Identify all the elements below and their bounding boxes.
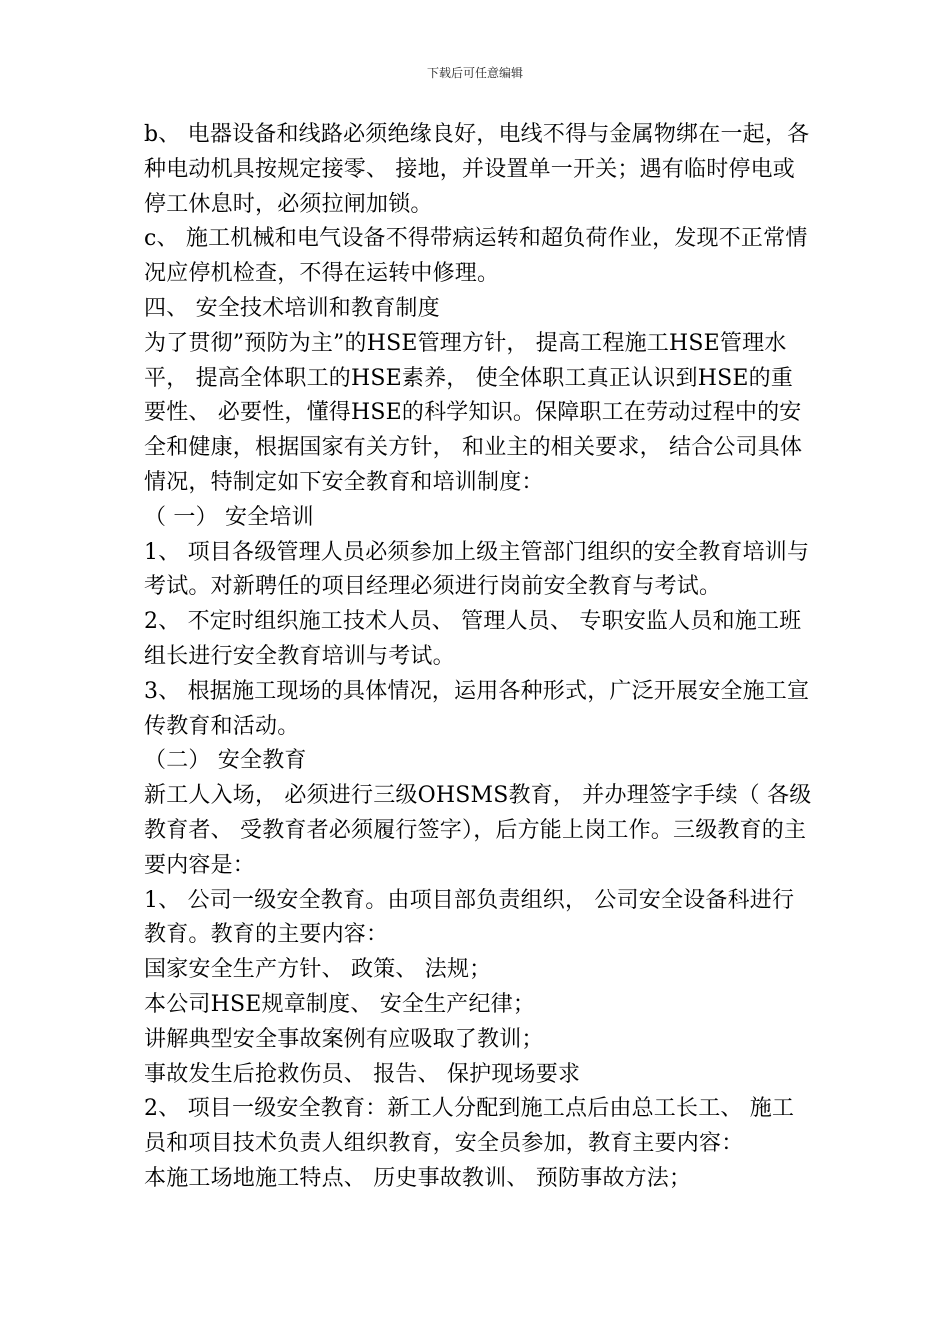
subheading-safety-education: （二） 安全教育 <box>144 748 307 774</box>
section-heading-training: 四、 安全技术培训和教育制度 <box>144 295 440 321</box>
content-line-rules: 本公司HSE规章制度、 安全生产纪律； <box>144 991 536 1017</box>
list-item-training-3: 3、 根据施工现场的具体情况，运用各种形式，广泛开展安全施工宣传教育和活动。 <box>144 678 810 739</box>
list-item-training-2: 2、 不定时组织施工技术人员、 管理人员、 专职安监人员和施工班组长进行安全教育培训与考试。 <box>144 609 802 669</box>
list-item-education-2: 2、 项目一级安全教育：新工人分配到施工点后由总工长工、 施工员和项目技术负责人组织教育，安全员参加，教育主要内容： <box>144 1096 795 1157</box>
paragraph-c-machinery: c、 施工机械和电气设备不得带病运转和超负荷作业，发现不正常情况应停机检查，不得在运转中修理。 <box>144 226 808 287</box>
content-line-site-features: 本施工场地施工特点、 历史事故教训、 预防事故方法； <box>144 1165 692 1191</box>
list-item-education-1: 1、 公司一级安全教育。由项目部负责组织， 公司安全设备科进行教育。教育的主要内容： <box>144 887 795 948</box>
content-line-policy: 国家安全生产方针、 政策、 法规； <box>144 957 492 983</box>
paragraph-three-level-education: 新工人入场， 必须进行三级OHSMS教育， 并办理签字手续（ 各级教育者、 受教育者必须履行签字），后方能上岗工作。三级教育的主要内容是： <box>144 783 812 878</box>
list-item-training-1: 1、 项目各级管理人员必须参加上级主管部门组织的安全教育培训与考试。对新聘任的项目经理必须进行岗前安全教育与考试。 <box>144 539 810 600</box>
document-body <box>144 118 812 1197</box>
paragraph-intro: 为了贯彻”预防为主”的HSE管理方针， 提高工程施工HSE管理水平， 提高全体职工的HSE素养， 使全体职工真正认识到HSE的重要性、 必要性，懂得HSE的科学知识。保障职工在劳动过程中的安全和健康，根据国家有关方针， 和业主的相关要求， 结合公司具体情况，特制定如下安全教育和培训制度： <box>144 330 803 495</box>
content-line-rescue: 事故发生后抢救伤员、 报告、 保护现场要求 <box>144 1061 581 1087</box>
paragraph-b-electrical: b、 电器设备和线路必须绝缘良好，电线不得与金属物绑在一起，各种电动机具按规定接零、 接地，并设置单一开关；遇有临时停电或停工休息时，必须拉闸加锁。 <box>144 122 810 217</box>
subheading-safety-training: （ 一） 安全培训 <box>144 504 314 530</box>
page-header: 下载后可任意编辑 <box>426 66 523 80</box>
content-line-cases: 讲解典型安全事故案例有应吸取了教训； <box>144 1026 544 1052</box>
